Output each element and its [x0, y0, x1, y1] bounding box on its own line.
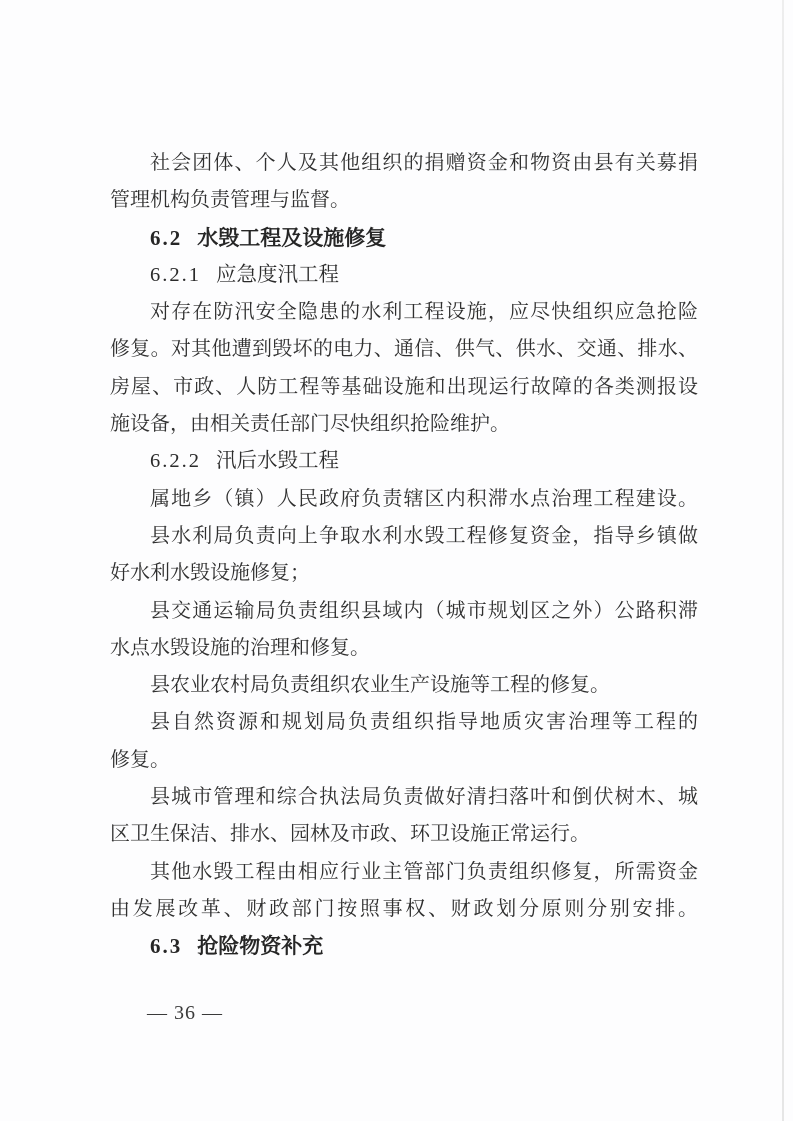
body-line: 属地乡（镇）人民政府负责辖区内积滞水点治理工程建设。 — [150, 487, 698, 510]
heading-title: 应急度汛工程 — [216, 263, 339, 286]
body-line: 其他水毁工程由相应行业主管部门负责组织修复，所需资金 — [150, 860, 698, 883]
subsection-heading-6-2-2 — [110, 443, 698, 480]
heading-number: 6.2 — [150, 225, 183, 250]
section-heading-6-2 — [110, 220, 698, 257]
body-line: 水点水毁设施的治理和修复。 — [110, 636, 370, 659]
body-line: 区卫生保洁、排水、园林及市政、环卫设施正常运行。 — [110, 823, 590, 846]
section-heading-6-3 — [110, 928, 698, 965]
heading-title: 汛后水毁工程 — [216, 450, 339, 473]
body-line: 对存在防汛安全隐患的水利工程设施，应尽快组织应急抢险 — [150, 301, 698, 324]
document-text-block — [110, 145, 698, 966]
body-line: 好水利水毁设施修复； — [110, 562, 310, 585]
body-line: 县城市管理和综合执法局负责做好清扫落叶和倒伏树木、城 — [150, 786, 698, 809]
body-line: 修复。 — [110, 748, 170, 771]
body-line: 县交通运输局负责组织县域内（城市规划区之外）公路积滞 — [150, 599, 698, 622]
body-line: 管理机构负责管理与监督。 — [110, 189, 350, 212]
heading-number: 6.3 — [150, 934, 183, 959]
body-line: 县水利局负责向上争取水利水毁工程修复资金，指导乡镇做 — [150, 524, 698, 547]
scan-edge-artifact — [782, 0, 784, 1121]
body-line: 县农业农村局负责组织农业生产设施等工程的修复。 — [150, 674, 610, 697]
body-line: 由发展改革、财政部门按照事权、财政划分原则分别安排。 — [110, 897, 698, 920]
body-line: 修复。对其他遭到毁坏的电力、通信、供气、供水、交通、排水、 — [110, 338, 698, 361]
subsection-heading-6-2-1 — [110, 257, 698, 294]
body-line: 县自然资源和规划局负责组织指导地质灾害治理等工程的 — [150, 711, 698, 734]
heading-title: 抢险物资补充 — [197, 934, 324, 959]
page-number: — 36 — — [147, 1002, 223, 1024]
heading-number: 6.2.2 — [150, 450, 201, 473]
body-line: 施设备，由相关责任部门尽快组织抢险维护。 — [110, 413, 510, 436]
heading-title: 水毁工程及设施修复 — [197, 225, 387, 250]
heading-number: 6.2.1 — [150, 263, 201, 286]
body-line: 房屋、市政、人防工程等基础设施和出现运行故障的各类测报设 — [110, 375, 698, 398]
body-line: 社会团体、个人及其他组织的捐赠资金和物资由县有关募捐 — [150, 152, 698, 174]
